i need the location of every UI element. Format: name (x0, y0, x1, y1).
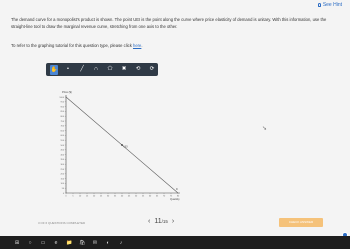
mouse-cursor-icon: ➘ (262, 126, 268, 132)
question-counter: 11/15 (154, 218, 168, 225)
graph-area[interactable] (44, 85, 194, 205)
uei-point-label: UEI (123, 145, 128, 149)
current-question: 11 (154, 218, 162, 225)
y-tick-label: 650 (60, 130, 64, 133)
x-tick-label: 55 (141, 195, 145, 198)
check-answer-button[interactable]: CHECK ANSWER (279, 218, 323, 227)
tutorial-suffix: . (141, 43, 143, 48)
line-tool-icon[interactable]: ╱ (80, 66, 84, 72)
taskbar-app-icon-0[interactable]: ⊞ (14, 239, 20, 246)
x-tick-label: 50 (134, 195, 138, 198)
delete-tool-icon[interactable]: ✖ (121, 66, 127, 72)
x-tick-label: 75 (169, 195, 173, 198)
pointer-tool-icon[interactable]: ✋ (50, 66, 58, 73)
y-tick-label: 850 (60, 111, 64, 114)
y-tick-label: 100 (60, 183, 64, 186)
x-tick-label: 5 (72, 195, 74, 198)
y-tick-label: 150 (60, 178, 64, 181)
y-tick-label: 800 (60, 116, 64, 118)
y-tick-label: 50 (61, 188, 64, 190)
x-tick-label: 60 (148, 195, 152, 198)
total-questions: 15 (162, 219, 168, 224)
x-tick-label: 40 (120, 195, 124, 198)
x-tick-label: 45 (127, 195, 131, 198)
see-hint-link[interactable] (318, 2, 342, 8)
x-tick-label: 25 (99, 195, 103, 198)
taskbar (0, 236, 350, 249)
polygon-tool-icon[interactable]: ⬠ (107, 66, 113, 72)
y-tick-label: 900 (60, 106, 64, 109)
x-axis-label: Quantity (170, 198, 180, 201)
x-tick-label: 15 (85, 195, 89, 198)
x-tick-label: 20 (92, 195, 96, 198)
tutorial-instruction (11, 43, 143, 48)
taskbar-app-icon-3[interactable]: e (54, 239, 58, 246)
next-question-button[interactable]: › (171, 218, 175, 225)
question-navigation (148, 218, 208, 225)
progress-text: 3 OF 6 QUESTIONS COMPLETED (38, 221, 86, 225)
graphing-toolbar (46, 63, 158, 76)
y-tick-label: 500 (60, 144, 64, 147)
x-tick-label: 70 (162, 195, 166, 198)
redo-tool-icon[interactable]: ⟳ (149, 66, 155, 72)
taskbar-app-icon-7[interactable]: ◐ (106, 239, 110, 246)
y-tick-label: 350 (60, 159, 64, 162)
previous-question-button[interactable]: ‹ (148, 218, 151, 225)
taskbar-app-icon-4[interactable]: 📁 (66, 239, 73, 246)
taskbar-app-icon-1[interactable]: ○ (28, 239, 32, 246)
y-tick-label: 250 (60, 168, 64, 171)
y-axis-label: Price ($) (62, 91, 72, 94)
y-tick-label: 300 (60, 164, 64, 166)
point-tool-icon[interactable]: • (67, 66, 69, 72)
tutorial-prefix: To refer to the graphing tutorial for this question type, please click (11, 43, 133, 48)
y-tick-label: 1000 (59, 96, 64, 99)
y-tick-label: 550 (60, 140, 64, 142)
x-tick-label: 65 (155, 195, 159, 198)
y-tick-label: 0 (62, 192, 64, 195)
question-text: The demand curve for a monopolist's product is shown. The point UEI is the point along the curve where price elasticity of demand is unitary. With this information, use the straight-line tool to draw the marginal revenue curve, stretching from one axis to the other. (11, 17, 327, 29)
undo-tool-icon[interactable]: ⟲ (135, 66, 141, 72)
y-tick-label: 950 (60, 101, 64, 104)
y-tick-label: 200 (60, 173, 64, 176)
see-hint-label: See Hint (322, 2, 342, 8)
x-tick-label: 30 (106, 195, 110, 198)
taskbar-app-icon-8[interactable]: ♪ (119, 239, 123, 246)
x-tick-label: 80 (176, 195, 180, 198)
curve-tool-icon[interactable]: ∩ (94, 66, 98, 72)
taskbar-app-icon-6[interactable]: ✉ (92, 239, 98, 246)
taskbar-app-icon-2[interactable]: ▭ (40, 239, 46, 246)
x-tick-label: 10 (78, 195, 82, 198)
x-tick-label: 35 (113, 195, 117, 198)
y-tick-label: 400 (60, 154, 64, 157)
y-tick-label: 450 (60, 149, 64, 152)
taskbar-app-icon-5[interactable]: 🛍 (79, 239, 86, 246)
y-tick-label: 700 (60, 125, 64, 128)
demand-curve-label: D (176, 188, 178, 191)
lightbulb-icon (318, 3, 321, 7)
y-tick-label: 600 (60, 135, 64, 138)
tutorial-link[interactable]: here (132, 43, 142, 48)
x-tick-label: 0 (65, 195, 67, 198)
y-tick-label: 750 (60, 120, 64, 123)
